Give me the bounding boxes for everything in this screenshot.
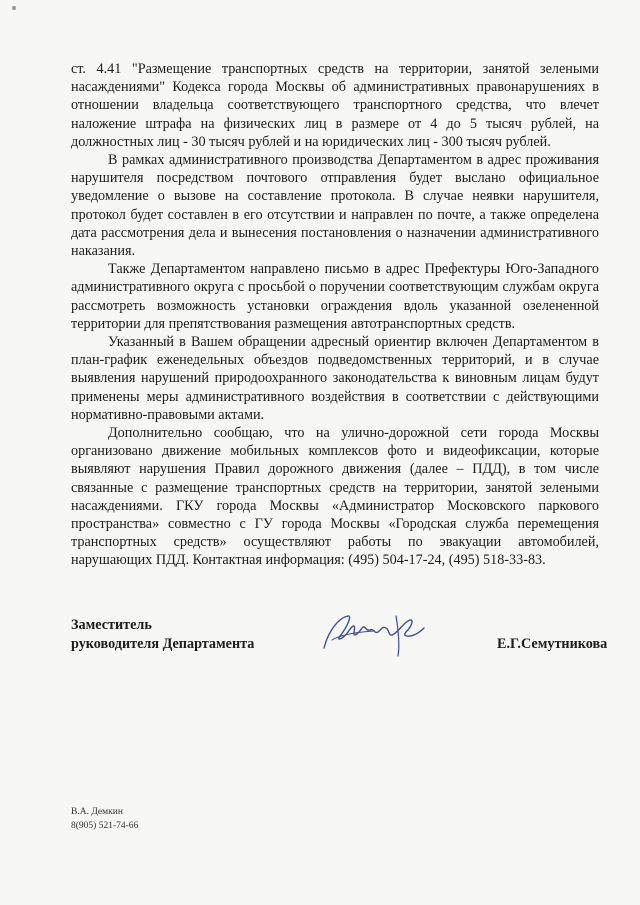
signatory-title (71, 616, 254, 654)
paragraph-3: Также Департаментом направлено письмо в адрес Префектуры Юго-Западного административного округа с просьбой о поручении соответствующим службам округа рассмотреть возможность установки ограждения вдоль указанной озелененной территории для препятствования размещения автотранспортных средств. (71, 261, 599, 332)
paragraph-5: Дополнительно сообщаю, что на улично-дорожной сети города Москвы организовано движение мобильных комплексов фото и видеофиксации, которые выявляют нарушения Правил дорожного движения (далее – ПДД), в том числе связанные с размещение транспортных средств на территории, занятой зелеными насаждениями. ГКУ города Москвы «Администратор Московского паркового пространства» совместно с ГУ города Москвы «Городская служба перемещения транспортных средств» осуществляют работы по эвакуации автомобилей, нарушающих ПДД. Контактная информация: (495) 504-17-24, (495) 518-33-83. (71, 425, 599, 569)
executor-name: В.А. Демкин (71, 807, 123, 817)
paragraph-2: В рамках административного производства Департаментом в адрес проживания нарушителя посредством почтового отправления будет выслано официальное уведомление о вызове на составление протокола. В случае неявки нарушителя, протокол будет составлен в его отсутствии и направлен по почте, а также определена дата рассмотрения дела и вынесения постановления о назначении административного наказания. (71, 152, 599, 260)
handwritten-signature (318, 610, 428, 660)
paragraph-1: ст. 4.41 "Размещение транспортных средств на территории, занятой зелеными насаждениями" Кодекса города Москвы об административных правонарушениях в отношении владельца соответствующего транспортного средства, что влечет наложение штрафа на физических лиц в размере от 4 до 5 тысяч рублей, на должностных лиц - 30 тысяч рублей и на юридических лиц - 300 тысяч рублей. (71, 61, 599, 150)
executor-block (71, 805, 138, 833)
letter-body (71, 60, 599, 570)
paragraph-4: Указанный в Вашем обращении адресный ориентир включен Департаментом в план-график еженедельных объездов подведомственных территорий, и в случае выявления нарушений природоохранного законодательства к виновным лицам будут применены меры административного воздействия в соответствии с действующими нормативно-правовыми актами. (71, 334, 599, 423)
signatory-name: Е.Г.Семутникова (497, 636, 608, 652)
executor-phone: 8(905) 521-74-66 (71, 821, 139, 831)
scan-mark (12, 6, 16, 10)
signatory-title-line-1: Заместитель (71, 617, 152, 633)
signatory-title-line-2: руководителя Департамента (71, 636, 255, 652)
